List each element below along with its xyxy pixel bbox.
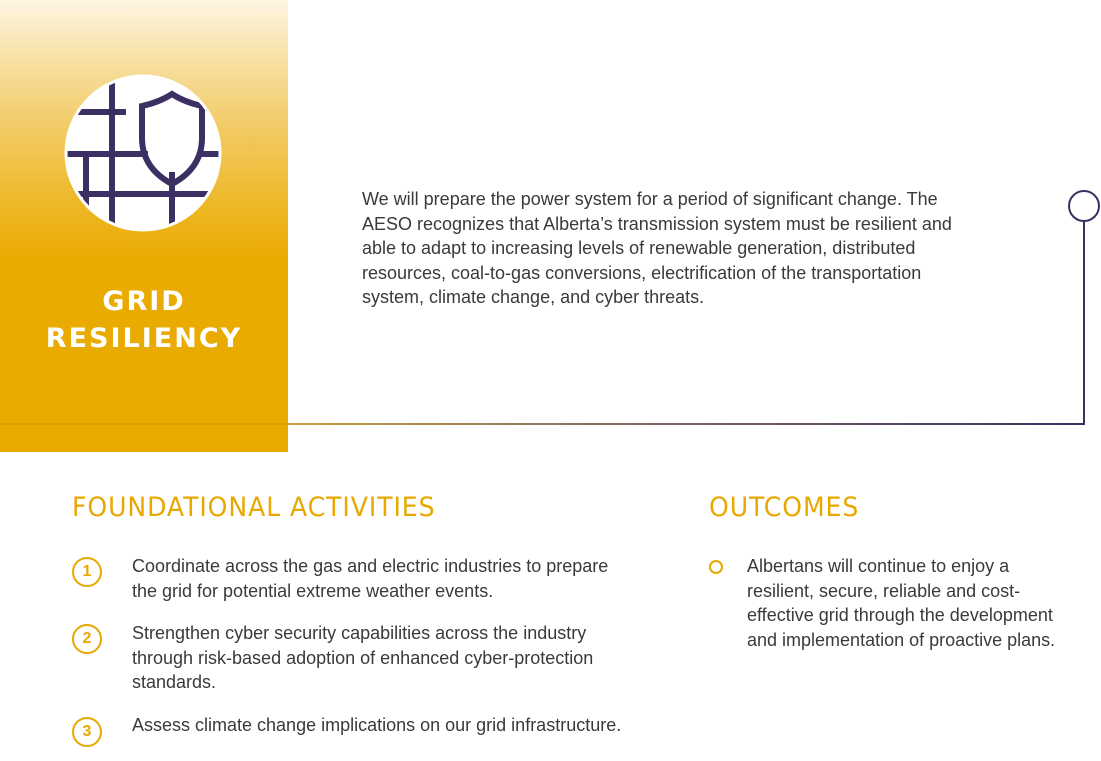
activities-heading: FOUNDATIONAL ACTIVITIES <box>72 492 436 523</box>
activity-text: Strengthen cyber security capabilities across the industry through risk-based adoption of enhanced cyber-protection standards. <box>132 623 594 693</box>
activity-text: Coordinate across the gas and electric industries to prepare the grid for potential extreme weather events. <box>132 556 609 601</box>
bullet-ring-icon <box>709 560 723 574</box>
intro-paragraph: We will prepare the power system for a period of significant change. The AESO recognizes that Alberta’s transmission system must be resilient and able to adapt to increasing levels of renewable generation, distributed resources, coal-to-gas conversions, electrification of the transportation system, climate change, and cyber threats. <box>362 189 952 308</box>
connector-node-icon <box>1069 191 1099 221</box>
outcome-text: Albertans will continue to enjoy a resilient, secure, reliable and cost-effective grid through the development and implementation of proactive plans. <box>747 556 1056 650</box>
section-title-line-1: GRID <box>102 286 186 317</box>
outcomes-heading: OUTCOMES <box>709 492 860 523</box>
number-badge: 3 <box>72 717 102 747</box>
activity-text: Assess climate change implications on our grid infrastructure. <box>132 715 622 735</box>
number-badge: 1 <box>72 557 102 587</box>
number-badge: 2 <box>72 624 102 654</box>
section-title-line-2: RESILIENCY <box>45 323 243 354</box>
